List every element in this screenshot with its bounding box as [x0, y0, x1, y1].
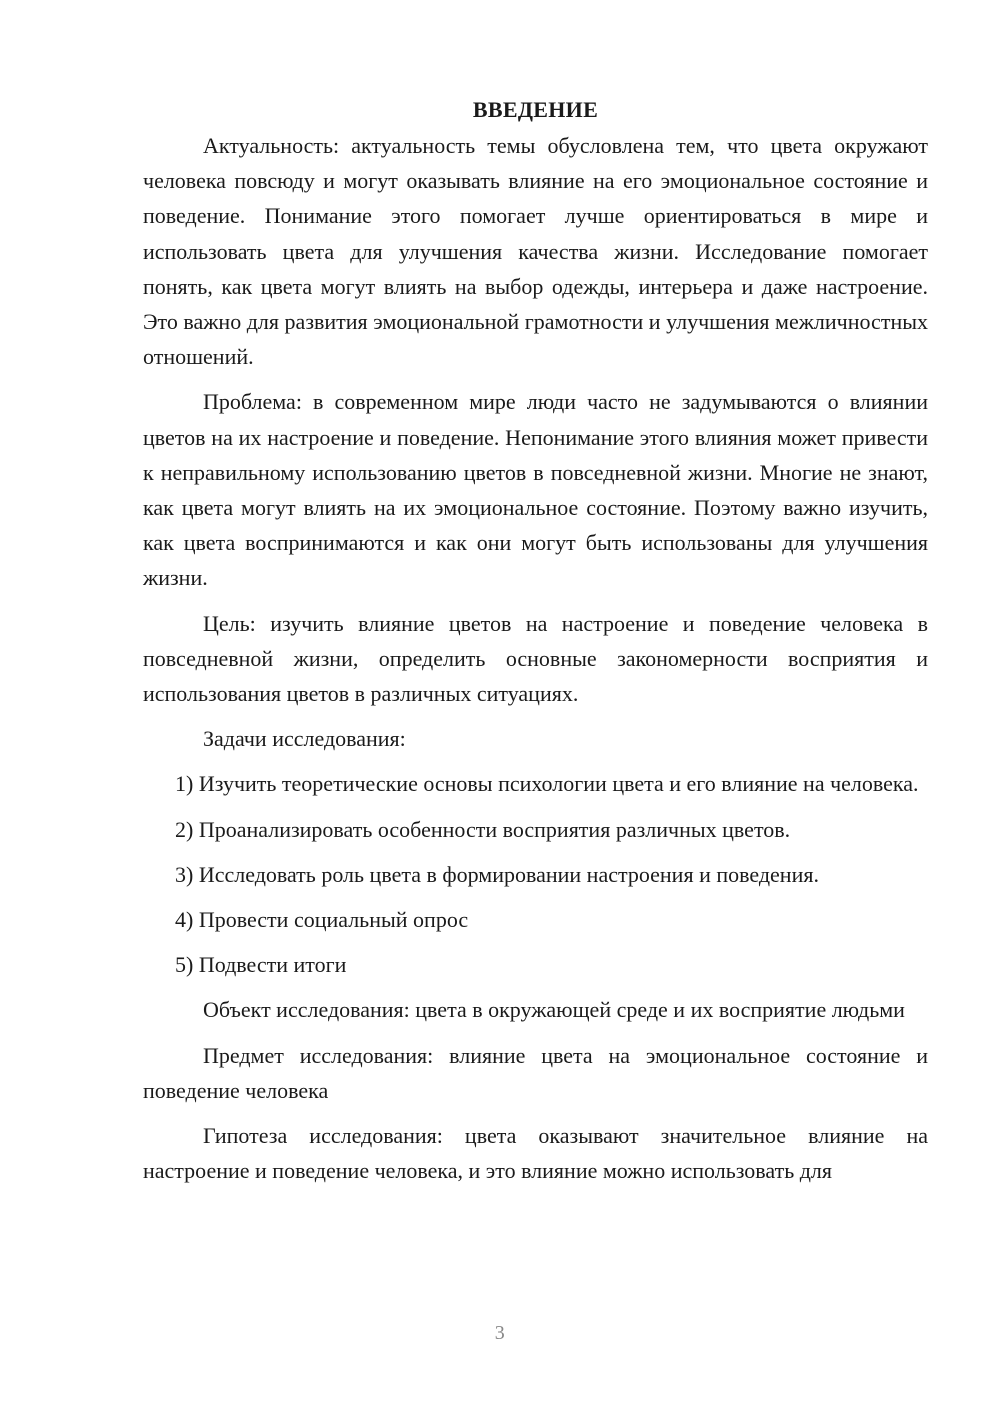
- page-number: 3: [494, 1322, 506, 1344]
- section-heading: ВВЕДЕНИЕ: [472, 97, 599, 122]
- tasks-title: Задачи исследования:: [203, 726, 406, 752]
- task-item-3: 3) Исследовать роль цвета в формировании настроения и поведения.: [175, 861, 819, 887]
- paragraph-relevance: Актуальность: актуальность темы обусловлена тем, что цвета окружают человека повсюду и могут оказывать влияние на его эмоциональное состояние и поведение. Понимание этого помогает лучше ориентироваться в мире и использовать цвета для улучшения качества жизни. Исследование помогает понять, как цвета могут влиять на выбор одежды, интерьера и даже настроение. Это важно для развития эмоциональной грамотности и улучшения межличностных отношений.: [143, 133, 928, 370]
- task-item-4: 4) Провести социальный опрос: [175, 907, 469, 933]
- task-item-2: 2) Проанализировать особенности восприятия различных цветов.: [175, 816, 791, 842]
- paragraph-problem: Проблема: в современном мире люди часто не задумываются о влиянии цветов на их настроение и поведение. Непонимание этого влияния может привести к неправильному использованию цветов в повседневной жизни. Многие не знают, как цвета могут влиять на их эмоциональное состояние. Поэтому важно изучить, как цвета воспринимаются и как они могут быть использованы для улучшения жизни.: [143, 389, 928, 591]
- paragraph-hypothesis: Гипотеза исследования: цвета оказывают значительное влияние на настроение и поведение человека, и это влияние можно использовать для: [143, 1123, 928, 1184]
- task-item-1: 1) Изучить теоретические основы психологии цвета и его влияние на человека.: [175, 771, 919, 797]
- page-content: [143, 92, 928, 1198]
- paragraph-goal: Цель: изучить влияние цветов на настроение и поведение человека в повседневной жизни, определить основные закономерности восприятия и использования цветов в различных ситуациях.: [143, 610, 928, 707]
- paragraph-object: Объект исследования: цвета в окружающей среде и их восприятие людьми: [203, 997, 905, 1023]
- paragraph-subject: Предмет исследования: влияние цвета на эмоциональное состояние и поведение человека: [143, 1042, 928, 1103]
- task-item-5: 5) Подвести итоги: [175, 952, 347, 978]
